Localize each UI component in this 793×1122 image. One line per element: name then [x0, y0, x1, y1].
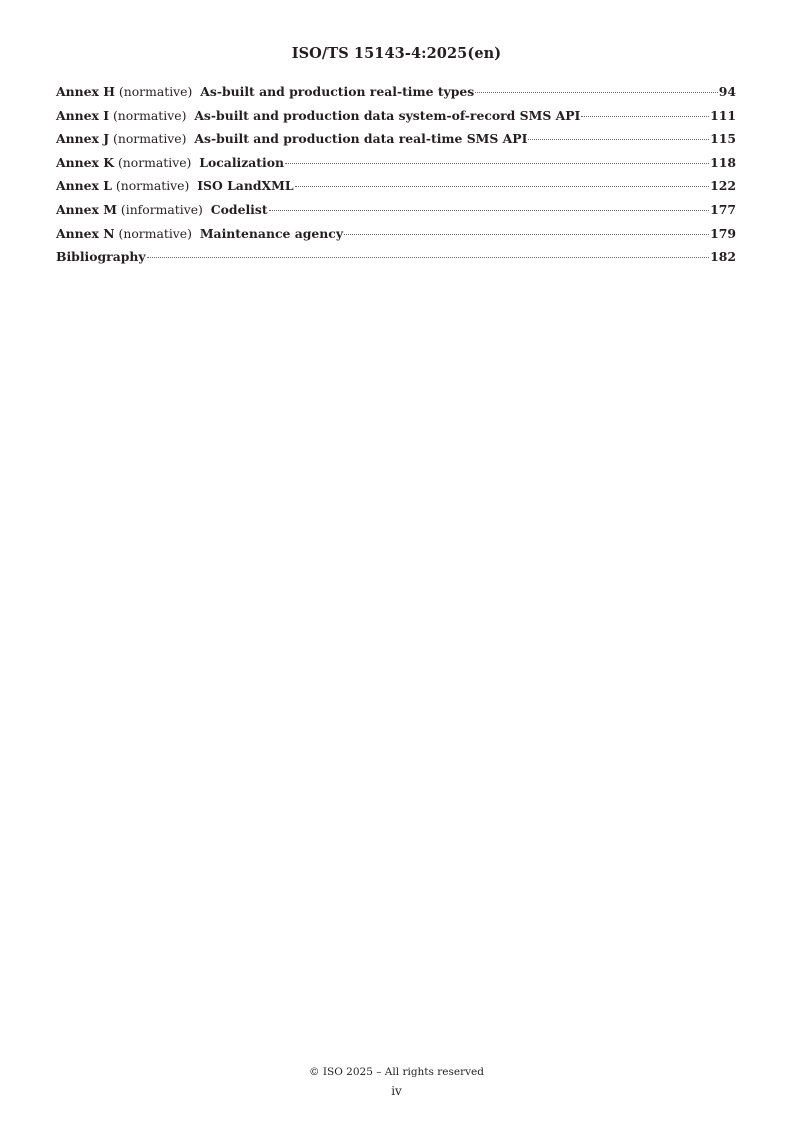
toc-annex-type: (normative) [112, 107, 187, 123]
toc-entry-title: Maintenance agency [199, 225, 344, 241]
toc-dot-leader [285, 163, 709, 164]
toc-entry-label [56, 84, 474, 99]
toc-annex-id: Annex N [56, 225, 115, 241]
toc-entry-title: As-built and production data system-of-record SMS API [194, 107, 581, 123]
toc-annex-id: Annex K [56, 154, 114, 170]
toc-entry-label [56, 178, 294, 193]
toc-page-number: 182 [710, 249, 736, 265]
toc-entry-title: ISO LandXML [197, 178, 294, 194]
toc-entry-label [56, 155, 284, 170]
toc-page-number: 177 [710, 201, 736, 217]
toc-entry-title: Bibliography [56, 249, 146, 265]
toc-entry-annex-n[interactable] [56, 226, 736, 250]
toc-entry-title: As-built and production real-time types [200, 84, 475, 99]
toc-page-number: 94 [718, 84, 736, 99]
document-header-title: ISO/TS 15143-4:2025(en) [291, 45, 502, 62]
toc-dot-leader [581, 116, 709, 117]
toc-dot-leader [147, 257, 710, 258]
toc-entry-annex-i[interactable] [56, 108, 736, 132]
toc-entry-annex-h[interactable] [56, 84, 736, 108]
toc-annex-id: Annex I [56, 107, 110, 123]
toc-dot-leader [528, 139, 709, 140]
toc-dot-leader [475, 92, 717, 93]
toc-annex-id: Annex M [56, 201, 117, 217]
toc-entry-annex-k[interactable] [56, 155, 736, 179]
toc-annex-type: (normative) [118, 84, 193, 99]
toc-annex-type: (normative) [113, 131, 187, 147]
toc-annex-id: Annex J [56, 131, 110, 147]
table-of-contents [56, 84, 736, 273]
toc-entry-title: As-built and production data real-time SMS API [194, 131, 528, 147]
toc-page-number: 118 [710, 154, 736, 170]
copyright-notice: © ISO 2025 – All rights reserved [309, 1066, 484, 1078]
toc-entry-label [56, 108, 580, 123]
toc-entry-label [56, 131, 527, 146]
toc-page-number: 179 [710, 225, 736, 241]
toc-annex-type: (normative) [115, 178, 190, 194]
toc-annex-id: Annex L [56, 178, 112, 194]
toc-entry-annex-m[interactable] [56, 202, 736, 226]
toc-entry-title: Codelist [210, 201, 268, 217]
page-number: iv [391, 1084, 402, 1098]
toc-entry-annex-j[interactable] [56, 131, 736, 155]
toc-page-number: 115 [710, 131, 736, 147]
toc-entry-annex-l[interactable] [56, 178, 736, 202]
toc-entry-label [56, 249, 146, 264]
toc-annex-type: (normative) [117, 154, 192, 170]
toc-entry-bibliography[interactable] [56, 249, 736, 273]
toc-dot-leader [269, 210, 710, 211]
toc-dot-leader [344, 234, 709, 235]
toc-dot-leader [295, 186, 710, 187]
toc-page-number: 111 [710, 107, 736, 123]
toc-entry-label [56, 202, 268, 217]
toc-entry-title: Localization [199, 154, 285, 170]
toc-entry-label [56, 226, 343, 241]
toc-annex-type: (informative) [120, 201, 203, 217]
toc-annex-type: (normative) [118, 225, 192, 241]
toc-page-number: 122 [710, 178, 736, 194]
toc-annex-id: Annex H [56, 84, 115, 99]
